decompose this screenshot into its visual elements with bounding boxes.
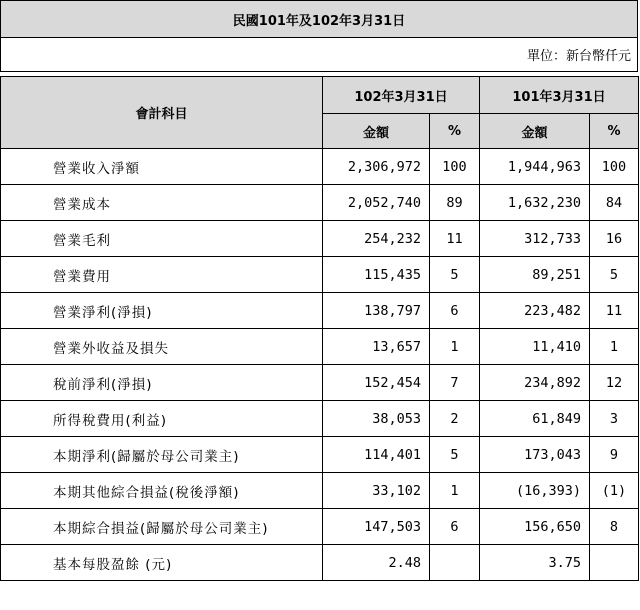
- row-item-label: 本期淨利(歸屬於母公司業主): [1, 437, 323, 473]
- row-item-label: 稅前淨利(淨損): [1, 365, 323, 401]
- row-amount-102: 115,435: [323, 257, 430, 293]
- row-amount-102: 254,232: [323, 221, 430, 257]
- row-percent-102: 11: [430, 221, 480, 257]
- row-amount-101: 1,944,963: [480, 149, 590, 185]
- row-percent-102: 1: [430, 329, 480, 365]
- row-amount-101: 312,733: [480, 221, 590, 257]
- unit-text: 單位：新台幣仟元: [526, 49, 631, 64]
- row-percent-101: 100: [590, 149, 639, 185]
- income-table: [0, 76, 639, 581]
- header-percent-101: %: [590, 114, 639, 149]
- row-percent-102: 1: [430, 473, 480, 509]
- table-row: [1, 185, 639, 221]
- row-amount-101: 156,650: [480, 509, 590, 545]
- row-amount-102: 2,052,740: [323, 185, 430, 221]
- row-item-label: 營業收入淨額: [1, 149, 323, 185]
- row-percent-102: [430, 545, 480, 581]
- row-percent-102: 5: [430, 257, 480, 293]
- header-percent-102: %: [430, 114, 480, 149]
- row-item-label: 營業外收益及損失: [1, 329, 323, 365]
- row-percent-101: 1: [590, 329, 639, 365]
- row-amount-102: 33,102: [323, 473, 430, 509]
- row-item-label: 本期其他綜合損益(稅後淨額): [1, 473, 323, 509]
- row-percent-102: 100: [430, 149, 480, 185]
- page-title: 民國101年及102年3月31日: [0, 0, 638, 38]
- row-amount-102: 152,454: [323, 365, 430, 401]
- unit-label: [0, 38, 638, 72]
- row-percent-101: (1): [590, 473, 639, 509]
- row-percent-102: 5: [430, 437, 480, 473]
- row-item-label: 所得稅費用(利益): [1, 401, 323, 437]
- row-percent-101: 11: [590, 293, 639, 329]
- row-percent-102: 2: [430, 401, 480, 437]
- table-row: [1, 293, 639, 329]
- row-amount-102: 114,401: [323, 437, 430, 473]
- row-amount-101: (16,393): [480, 473, 590, 509]
- table-row: [1, 437, 639, 473]
- header-period-101: 101年3月31日: [480, 77, 639, 114]
- row-percent-101: 5: [590, 257, 639, 293]
- row-amount-102: 38,053: [323, 401, 430, 437]
- row-item-label: 基本每股盈餘 (元): [1, 545, 323, 581]
- row-percent-101: 12: [590, 365, 639, 401]
- row-percent-101: 8: [590, 509, 639, 545]
- table-row: [1, 329, 639, 365]
- table-row: [1, 257, 639, 293]
- row-percent-102: 6: [430, 293, 480, 329]
- row-amount-101: 1,632,230: [480, 185, 590, 221]
- row-percent-101: 3: [590, 401, 639, 437]
- header-amount-101: 金額: [480, 114, 590, 149]
- table-row: [1, 509, 639, 545]
- header-item-col: 會計科目: [1, 77, 323, 149]
- row-item-label: 營業成本: [1, 185, 323, 221]
- table-row: [1, 473, 639, 509]
- table-row: [1, 545, 639, 581]
- header-amount-102: 金額: [323, 114, 430, 149]
- row-percent-101: 84: [590, 185, 639, 221]
- row-item-label: 本期綜合損益(歸屬於母公司業主): [1, 509, 323, 545]
- row-percent-101: [590, 545, 639, 581]
- row-amount-102: 2.48: [323, 545, 430, 581]
- row-amount-101: 11,410: [480, 329, 590, 365]
- header-period-102: 102年3月31日: [323, 77, 480, 114]
- row-amount-101: 89,251: [480, 257, 590, 293]
- row-amount-101: 3.75: [480, 545, 590, 581]
- row-percent-102: 7: [430, 365, 480, 401]
- table-row: [1, 221, 639, 257]
- row-percent-101: 16: [590, 221, 639, 257]
- row-item-label: 營業淨利(淨損): [1, 293, 323, 329]
- table-row: [1, 365, 639, 401]
- row-amount-101: 61,849: [480, 401, 590, 437]
- row-item-label: 營業費用: [1, 257, 323, 293]
- row-percent-102: 89: [430, 185, 480, 221]
- row-amount-102: 147,503: [323, 509, 430, 545]
- row-item-label: 營業毛利: [1, 221, 323, 257]
- row-amount-101: 223,482: [480, 293, 590, 329]
- row-amount-102: 13,657: [323, 329, 430, 365]
- row-percent-102: 6: [430, 509, 480, 545]
- table-row: [1, 401, 639, 437]
- row-amount-101: 173,043: [480, 437, 590, 473]
- row-amount-102: 2,306,972: [323, 149, 430, 185]
- table-row: [1, 149, 639, 185]
- row-amount-101: 234,892: [480, 365, 590, 401]
- row-amount-102: 138,797: [323, 293, 430, 329]
- row-percent-101: 9: [590, 437, 639, 473]
